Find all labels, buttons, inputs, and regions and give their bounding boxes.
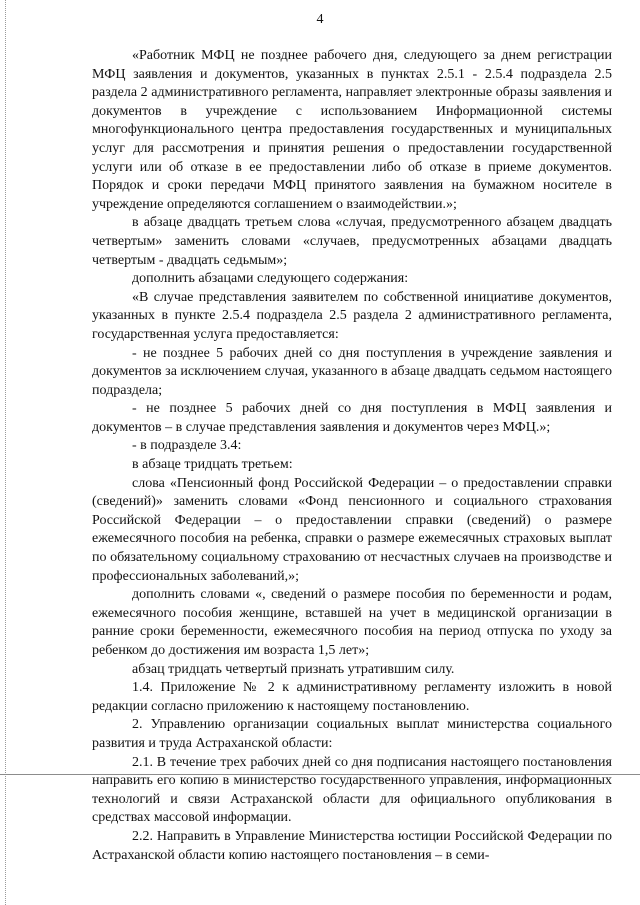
paragraph: абзац тридцать четвертый признать утратившим силу. <box>132 661 455 677</box>
paragraph: слова «Пенсионный фонд Российской Федерации – о предоставлении справки (сведений)» заменить словами «Фонд пенсионного и социального страхования Российской Федерации – о предоставлении справки (сведений) о размере ежемесячного пособия на ребенка, справки о размере ежемесячных страховых выплат по обязательному социальному страхованию от несчастных случаев на производстве и профессиональных заболеваний,»; <box>92 475 612 584</box>
page-number: 4 <box>316 12 324 27</box>
paragraph: 2.1. В течение трех рабочих дней со дня подписания настоящего постановления направить его копию в министерство государственного управления, информационных технологий и связи Астраханской области для официального опубликования в средствах массовой информации. <box>92 754 612 826</box>
paragraph: дополнить абзацами следующего содержания: <box>132 271 409 287</box>
paragraph: в абзаце тридцать третьем: <box>132 457 293 473</box>
paragraph: 2. Управлению организации социальных выплат министерства социального развития и труда Астраханской области: <box>92 717 612 751</box>
paragraph: - не позднее 5 рабочих дней со дня поступления в учреждение заявления и документов за исключением случая, указанного в абзаце двадцать седьмом настоящего подраздела; <box>92 345 612 398</box>
paragraph: 2.2. Направить в Управление Министерства юстиции Российской Федерации по Астраханской области копию настоящего постановления – в семи- <box>92 828 612 863</box>
paragraph: в абзаце двадцать третьем слова «случая, предусмотренного абзацем двадцать четвертым» заменить словами «случаев, предусмотренных абзацами двадцать четвертым - двадцать седьмым»; <box>92 215 612 268</box>
document-body <box>92 47 612 865</box>
paragraph: «В случае представления заявителем по собственной инициативе документов, указанных в пункте 2.5.4 подраздела 2.5 раздела 2 административного регламента, государственная услуга предоставляется: <box>92 289 612 342</box>
scan-edge-line <box>5 0 6 905</box>
paragraph: - не позднее 5 рабочих дней со дня поступления в МФЦ заявления и документов – в случае представления заявления и документов через МФЦ.»; <box>92 401 612 435</box>
paragraph: дополнить словами «, сведений о размере пособия по беременности и родам, ежемесячного пособия женщине, вставшей на учет в медицинской организации в ранние сроки беременности, ежемесячного пособия на период отпуска по уходу за ребенком до достижения им возраста 1,5 лет»; <box>92 587 612 658</box>
paragraph: 1.4. Приложение № 2 к административному регламенту изложить в новой редакции согласно приложению к настоящему постановлению. <box>92 680 612 714</box>
paragraph: «Работник МФЦ не позднее рабочего дня, следующего за днем регистрации МФЦ заявления и документов, указанных в пунктах 2.5.1 - 2.5.4 подраздела 2.5 раздела 2 административного регламента, направляет электронные образы заявления и документов в учреждение с использованием Информационной системы многофункционального центра предоставления государственных и муниципальных услуг для рассмотрения и принятия решения о предоставлении государственной услуги или об отказе в ее предоставлении либо об отказе в приеме документов. Порядок и сроки передачи МФЦ принятого заявления на бумажном носителе в учреждение определяются соглашением о взаимодействии.»; <box>92 48 612 212</box>
paragraph: - в подразделе 3.4: <box>132 438 242 454</box>
scan-artifact-line <box>0 774 640 775</box>
